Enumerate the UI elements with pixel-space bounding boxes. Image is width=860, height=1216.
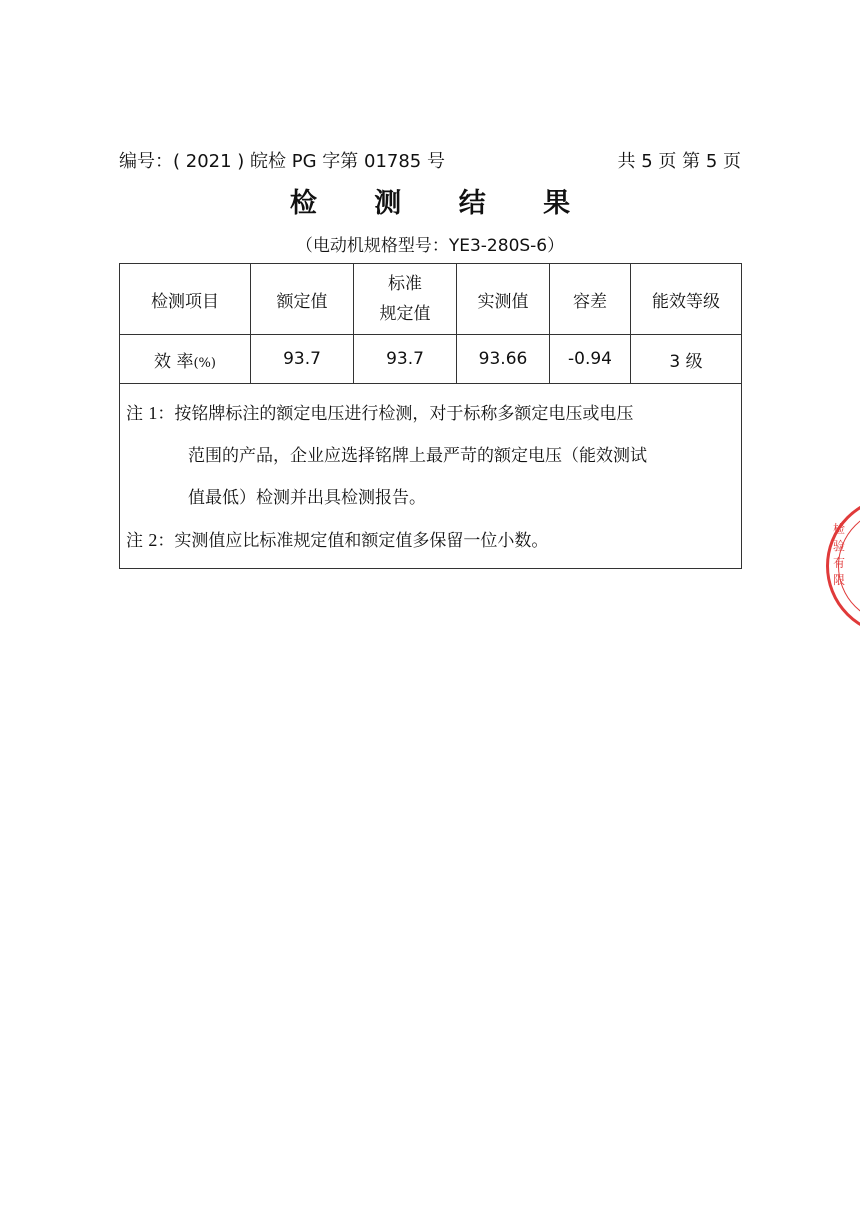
- note-1-label: 注 1: [126, 403, 158, 424]
- page-title: 检 测 结 果: [289, 188, 595, 219]
- note-1-line1: [126, 392, 735, 435]
- note-1: [126, 392, 735, 519]
- header-standard-line1: 标准: [388, 274, 422, 294]
- note-2-text: ：实测值应比标准规定值和额定值多保留一位小数。: [157, 531, 549, 551]
- note-2: [126, 519, 735, 562]
- note-2-label: 注 2: [126, 530, 158, 551]
- header-rated-value: 额定值: [251, 264, 354, 335]
- header-standard-line2: 规定值: [379, 304, 431, 324]
- page-indicator: 共 5 页 第 5 页: [617, 151, 741, 172]
- report-header: [119, 148, 741, 176]
- header-efficiency-grade: 能效等级: [631, 264, 742, 335]
- cell-efficiency-grade: 3 级: [631, 335, 742, 384]
- note-1-text-line1: ：按铭牌标注的额定电压进行检测，对于标称多额定电压或电压: [157, 404, 634, 424]
- note-1-line2: 范围的产品，企业应选择铭牌上最严苛的额定电压（能效测试: [188, 446, 647, 466]
- official-seal: [826, 496, 860, 636]
- official-seal-text: 检验有限: [833, 522, 846, 587]
- cell-measured-value: 93.66: [457, 335, 550, 384]
- cell-item-unit: (%): [193, 355, 216, 371]
- results-table: [119, 263, 742, 569]
- cell-standard-value: 93.7: [354, 335, 457, 384]
- table-row: [120, 335, 742, 384]
- table-header-row: [120, 264, 742, 335]
- cell-item: [120, 335, 251, 384]
- motor-model-subtitle: （电动机规格型号：YE3-280S-6）: [295, 236, 565, 256]
- notes-row: [120, 384, 742, 569]
- cell-item-label: 效 率: [154, 351, 194, 372]
- notes-cell: [120, 384, 742, 569]
- note-1-line3: 值最低）检测并出具检测报告。: [188, 488, 426, 508]
- header-tolerance: 容差: [550, 264, 631, 335]
- cell-rated-value: 93.7: [251, 335, 354, 384]
- header-item: 检测项目: [120, 264, 251, 335]
- header-measured-value: 实测值: [457, 264, 550, 335]
- header-standard-value: [354, 264, 457, 335]
- document-number: 编号：( 2021 ) 皖检 PG 字第 01785 号: [119, 151, 445, 172]
- cell-tolerance: -0.94: [550, 335, 631, 384]
